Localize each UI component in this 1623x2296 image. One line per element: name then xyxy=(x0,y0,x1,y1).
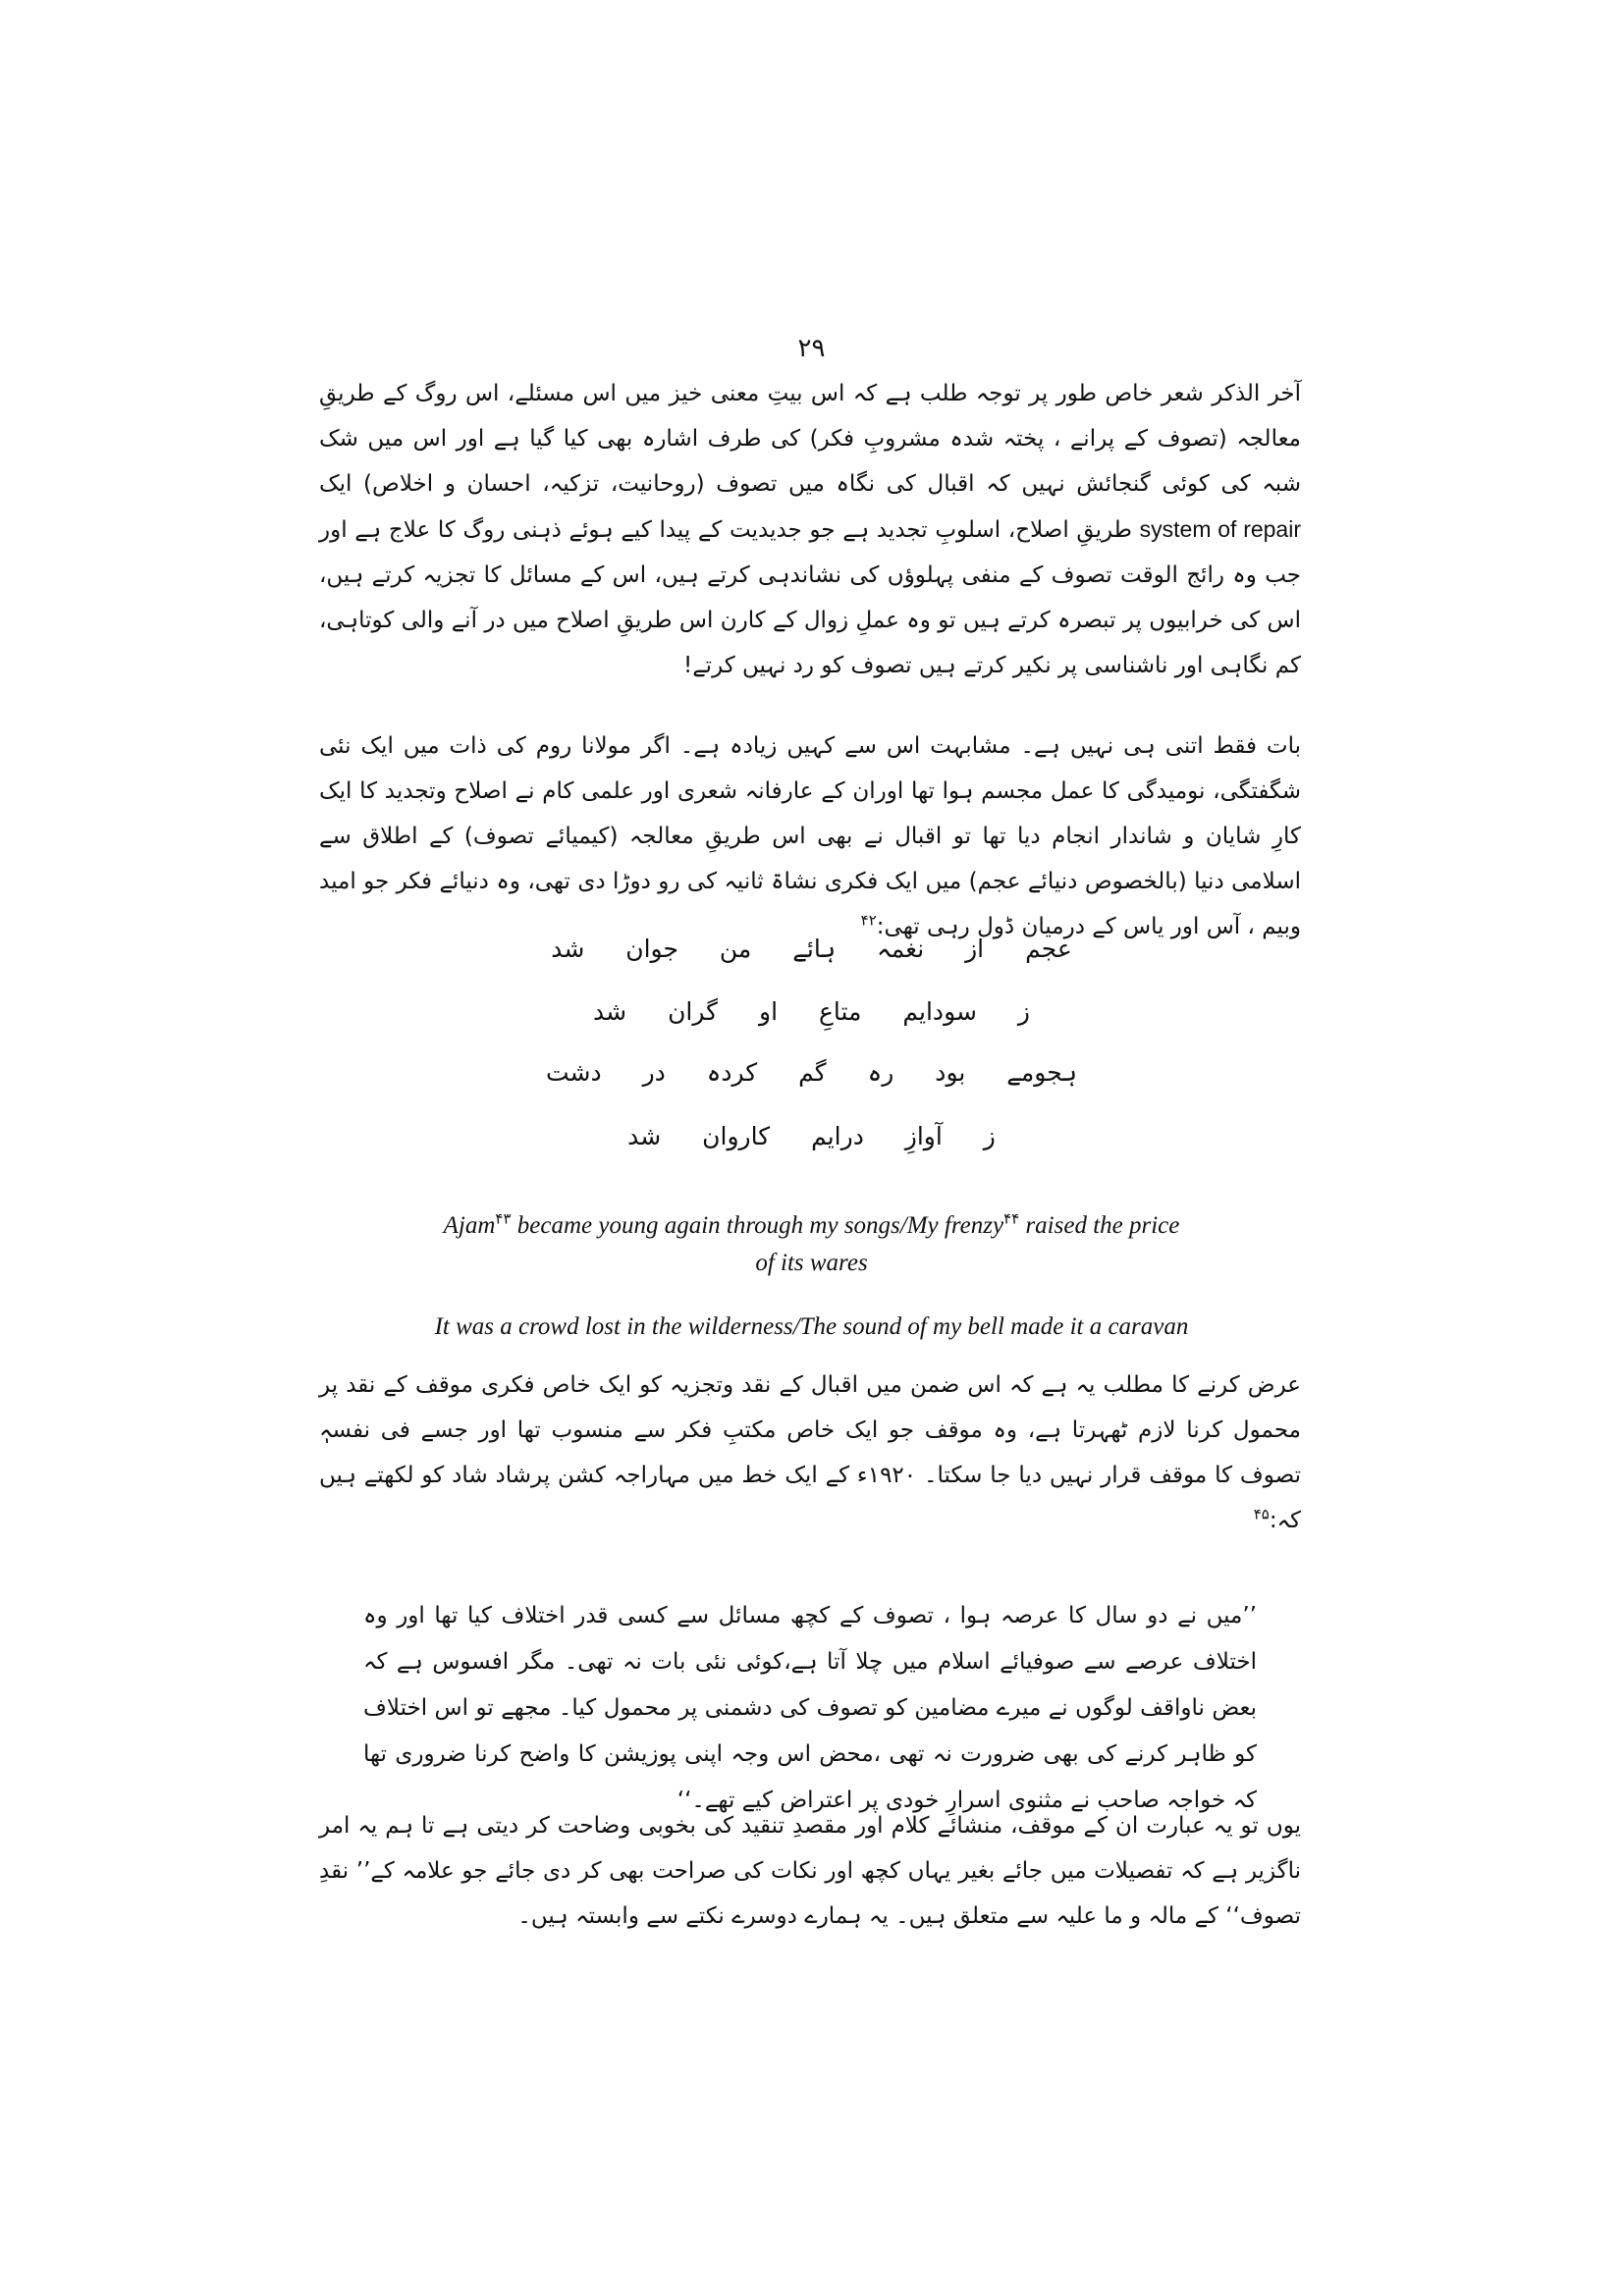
paragraph-4: یوں تو یہ عبارت ان کے موقف، منشائے کلام اور مقصدِ تنقید کی بخوبی وضاحت کر دیتی ہے تا ہم یہ امر ناگزیر ہے کہ تفصیلات میں جائے بغیر یہاں کچھ اور نکات کی صراحت بھی کر دی جائے جو علامہ کے’’ نقدِ تصوف‘‘ کے مالہ و ما علیہ سے متعلق ہیں۔ یہ ہمارے دوسرے نکتے سے وابستہ ہیں۔ xyxy=(319,1813,1301,1929)
paragraph-1-text-b: طریقِ اصلاح، اسلوبِ تجدید ہے جو جدیدیت کے پیدا کیے ہوئے ذہنی روگ کا علاج ہے اور جب وہ رائج الوقت تصوف کے منفی پہلوؤں کی نشاندہی کرتے ہیں، اس کے مسائل کا تجزیہ کرتے ہیں، اس کی خرابیوں پر تبصرہ کرتے ہیں تو وہ عملِ زوال کے کارن اس طریقِ اصلاح میں در آنے والی کوتاہی، کم نگاہی اور ناشناسی پر نکیر کرتے ہیں تصوف کو رد نہیں کرتے! xyxy=(319,517,1301,678)
verse-line-1: عجم از نغمہ ہائے من جوان شد xyxy=(551,934,1072,963)
english-term: system of repair xyxy=(1139,516,1301,542)
page-number: ۲۹ xyxy=(797,334,826,363)
paragraph-1 xyxy=(319,371,1301,688)
verse-line-4: ز آوازِ درایم کاروان شد xyxy=(627,1122,996,1150)
translation-line-3: It was a crowd lost in the wilderness/The sound of my bell made it a caravan xyxy=(434,1313,1189,1340)
paragraph-2-text: بات فقط اتنی ہی نہیں ہے۔ مشابہت اس سے کہیں زیادہ ہے۔ اگر مولانا روم کی ذات میں ایک نئی شگفتگی، نومیدگی کا عمل مجسم ہوا تھا اوران کے عارفانہ شعری اور علمی کام نے اصلاح وتجدید کا ایک کارِ شایان و شاندار انجام دیا تھا تو اقبال نے بھی اس طریقِ معالجہ (کیمیائے تصوف) کے اطلاق سے اسلامی دنیا (بالخصوص دنیائے عجم) میں ایک فکری نشاۃ ثانیہ کی رو دوڑا دی تھی، وہ دنیائے فکر جو امید وبیم ، آس اور یاس کے درمیان ڈول رہی تھی: xyxy=(319,733,1301,939)
block-quote: ’’میں نے دو سال کا عرصہ ہوا ، تصوف کے کچھ مسائل سے کسی قدر اختلاف کیا تھا اور وہ اختلاف عرصے سے صوفیائے اسلام میں چلا آتا ہے،کوئی نئی بات نہ تھی۔ مگر افسوس ہے کہ بعض ناواقف لوگوں نے میرے مضامین کو تصوف کی دشمنی پر محمول کیا۔ مجھے تو اس اختلاف کو ظاہر کرنے کی بھی ضرورت نہ تھی ،محض اس وجہ اپنی پوزیشن کا واضح کرنا ضروری تھا کہ خواجہ صاحب نے مثنوی اسرارِ خودی پر اعتراض کیے تھے۔‘‘ xyxy=(363,1603,1257,1813)
footnote-marker: ۴۴ xyxy=(1003,1211,1020,1228)
footnote-marker: ۴۵ xyxy=(1253,1505,1270,1523)
paragraph-3-text: عرض کرنے کا مطلب یہ ہے کہ اس ضمن میں اقبال کے نقد وتجزیہ کو ایک خاص فکری موقف کے نقد پر محمول کرنا لازم ٹھہرتا ہے، وہ موقف جو ایک خاص مکتبِ فکر سے منسوب تھا اور جسے فی نفسہٖ تصوف کا موقف قرار نہیں دیا جا سکتا۔ ۱۹۲۰ء کے ایک خط میں مہاراجہ کشن پرشاد شاد کو لکھتے ہیں کہ: xyxy=(319,1372,1301,1533)
translation-line-2: of its wares xyxy=(755,1250,868,1276)
paragraph-3 xyxy=(319,1362,1301,1543)
footnote-marker: ۴۲ xyxy=(860,911,877,930)
translation-text-1: became young again through my songs/My frenzy xyxy=(511,1212,1004,1239)
translation-line-1 xyxy=(0,1207,1623,1245)
verse-line-2: ز سودایم متاعِ او گران شد xyxy=(593,997,1030,1026)
verse-line-3: ہجومے بود رہ گم کردہ در دشت xyxy=(546,1058,1077,1087)
footnote-marker: ۴۳ xyxy=(495,1211,512,1228)
translation-word-ajam: Ajam xyxy=(443,1212,496,1239)
paragraph-1-text-a: آخر الذکر شعر خاص طور پر توجہ طلب ہے کہ اس بیتِ معنی خیز میں اس مسئلے، اس روگ کے طریقِ معالجہ (تصوف کے پرانے ، پختہ شدہ مشروبِ فکر) کی طرف اشارہ بھی کیا گیا ہے اور اس میں شک شبہ کی کوئی گنجائش نہیں کہ اقبال کی نگاہ میں تصوف (روحانیت، تزکیہ، احسان و اخلاص) ایک xyxy=(319,381,1301,497)
translation-text-2: raised the price xyxy=(1019,1212,1180,1239)
paragraph-2 xyxy=(319,723,1301,949)
